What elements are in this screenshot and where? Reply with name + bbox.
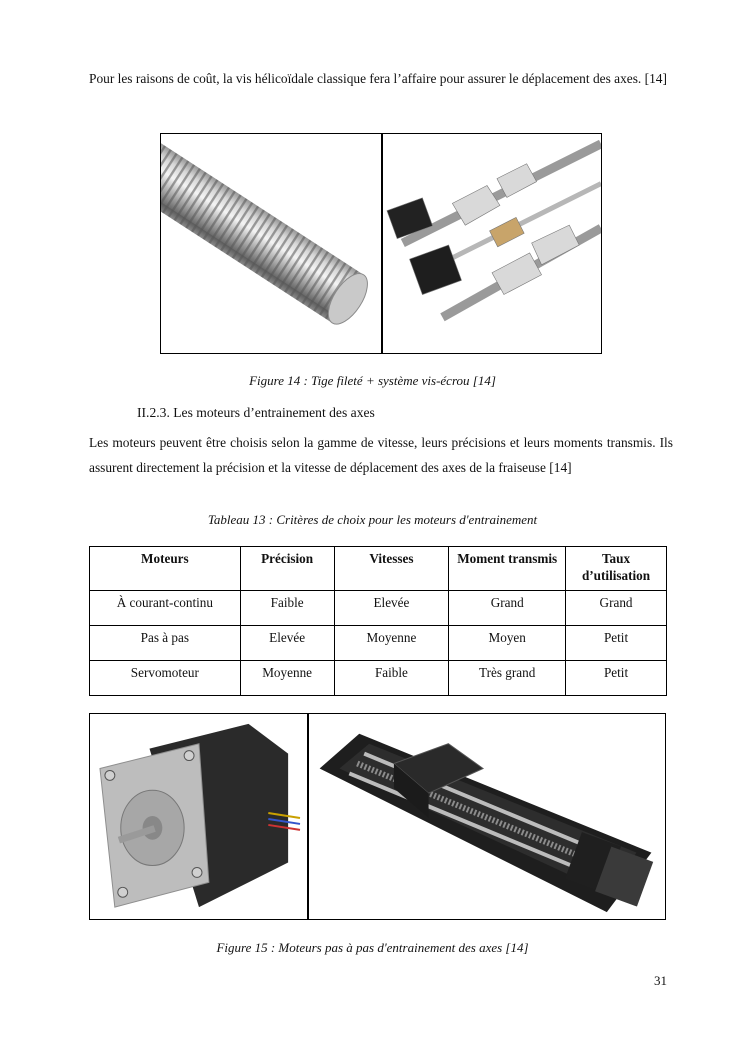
table-row bbox=[90, 626, 667, 661]
table-cell: Servomoteur bbox=[90, 661, 241, 696]
figure-14-caption: Figure 14 : Tige fileté + système vis-écrou [14] bbox=[249, 373, 496, 388]
table-cell: Elevée bbox=[334, 591, 449, 626]
table-cell: Grand bbox=[566, 591, 667, 626]
stepper-motor-image bbox=[89, 713, 308, 920]
table-row bbox=[90, 591, 667, 626]
header-precision: Précision bbox=[240, 547, 334, 591]
table-cell: Petit bbox=[566, 661, 667, 696]
table-header-row bbox=[90, 547, 667, 591]
table-cell: Grand bbox=[449, 591, 566, 626]
table-cell: Très grand bbox=[449, 661, 566, 696]
table-cell: Moyenne bbox=[334, 626, 449, 661]
header-vitesses: Vitesses bbox=[334, 547, 449, 591]
table-cell: Elevée bbox=[240, 626, 334, 661]
table-cell: Moyenne bbox=[240, 661, 334, 696]
section-heading: II.2.3. Les moteurs d’entrainement des axes bbox=[137, 405, 375, 420]
figure-15-caption: Figure 15 : Moteurs pas à pas d'entrainement des axes [14] bbox=[216, 940, 529, 955]
intro-paragraph: Pour les raisons de coût, la vis hélicoïdale classique fera l’affaire pour assurer le déplacement des axes. [14] bbox=[89, 71, 667, 86]
header-taux: Taux d’utilisation bbox=[566, 547, 667, 591]
threaded-rod-image bbox=[160, 133, 382, 354]
table-cell: À courant-continu bbox=[90, 591, 241, 626]
linear-stage-image bbox=[308, 713, 666, 920]
ball-screw-system-image bbox=[382, 133, 602, 354]
ball-screw-illustration bbox=[383, 134, 601, 353]
table-cell: Pas à pas bbox=[90, 626, 241, 661]
motor-criteria-table bbox=[89, 546, 667, 696]
threaded-rod-illustration bbox=[161, 134, 381, 353]
motors-paragraph: Les moteurs peuvent être choisis selon la gamme de vitesse, leurs précisions et leurs moments transmis. Ils assurent directement la précision et la vitesse de déplacement des axes de la fraiseuse [14] bbox=[89, 435, 673, 475]
header-moteurs: Moteurs bbox=[90, 547, 241, 591]
linear-stage-illustration bbox=[309, 714, 665, 919]
table-row bbox=[90, 661, 667, 696]
table-cell: Petit bbox=[566, 626, 667, 661]
table-cell: Faible bbox=[334, 661, 449, 696]
table-cell: Moyen bbox=[449, 626, 566, 661]
table-cell: Faible bbox=[240, 591, 334, 626]
table-13-caption: Tableau 13 : Critères de choix pour les moteurs d'entrainement bbox=[207, 512, 538, 527]
header-moment: Moment transmis bbox=[449, 547, 566, 591]
stepper-motor-illustration bbox=[90, 714, 307, 919]
page-number: 31 bbox=[654, 973, 667, 988]
